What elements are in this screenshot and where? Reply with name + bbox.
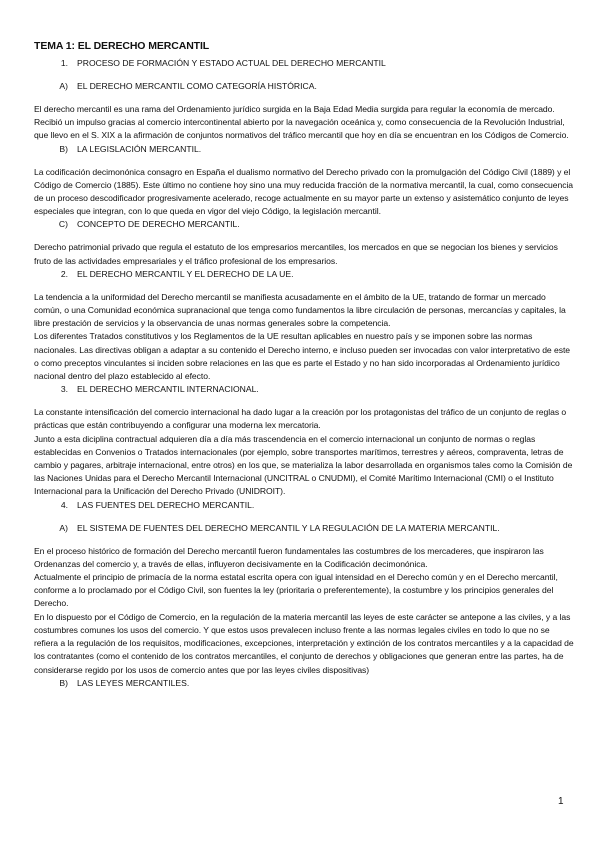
- section-title: PROCESO DE FORMACIÓN Y ESTADO ACTUAL DEL DERECHO MERCANTIL: [77, 58, 386, 68]
- paragraph: La constante intensificación del comercio internacional ha dado lugar a la creación por los protagonistas del tráfico de un conjunto de reglas o prácticas que están contribuyendo a configurar una moderna lex mercatoria.: [34, 407, 567, 431]
- page-number: 1: [558, 796, 564, 807]
- document-body: [34, 40, 574, 689]
- paragraph: El derecho mercantil es una rama del Ordenamiento jurídico surgida en la Baja Edad Media surgida para regular la economía de mercado. Recibió un impulso gracias al comercio intercontinental abierto por la navegación oceánica y, como consecuencia de la Revolución Industrial, que llevo en el S. XIX a la afirmación de conjuntos normativos del tráfico mercantil que hoy en día se encuentran en los Códigos de Comercio.: [34, 104, 569, 141]
- subsection-heading-1a: [34, 80, 574, 92]
- subsection-heading-4b: [34, 677, 574, 689]
- section-title: EL DERECHO MERCANTIL INTERNACIONAL.: [77, 384, 259, 395]
- subsection-heading-1b: [34, 143, 574, 155]
- subsection-title: EL SISTEMA DE FUENTES DEL DERECHO MERCANTIL Y LA REGULACIÓN DE LA MATERIA MERCANTIL.: [77, 522, 500, 533]
- section-number: 4.: [60, 499, 68, 510]
- paragraph: La codificación decimonónica consagro en España el dualismo normativo del Derecho privado con la promulgación del Código Civil (1889) y el Código de Comercio (1885). Este último no contiene hoy sino una muy reducida fracción de la normativa mercantil, la cual, como consecuencia de un proceso descodificador progresivamente acelerado, recoge actualmente en su mayor parte un extenso y asistemático conjunto de leyes especiales que integran, con lo que queda en vigor del viejo Código, la legislación mercantil.: [34, 166, 574, 217]
- paragraph: Junto a esta diciplina contractual adquieren día a día más trascendencia en el comercio internacional un conjunto de normas o reglas establecidas en Convenios o Tratados internacionales (por ejemplo, sobre transportes marítimos, terrestres y aéreos, compraventa, letras de cambio y pagares, arbitraje internacional, entre otros) en los que, se materializa la labor desarrollada en organismos tales como la Comisión de las Naciones Unidas para el Derecho Mercantil Internacional (UNCITRAL o CNUDMI), el Comité Marítimo Internacional (CMI) o el Instituto Internacional para la Unificación del Derecho Privado (UNIDROIT).: [34, 433, 573, 497]
- subsection-title: LAS LEYES MERCANTILES.: [77, 677, 190, 688]
- section-number: 1.: [60, 58, 68, 68]
- section-title: EL DERECHO MERCANTIL Y EL DERECHO DE LA UE.: [77, 268, 294, 279]
- subsection-title: CONCEPTO DE DERECHO MERCANTIL.: [77, 219, 240, 230]
- paragraph: Actualmente el principio de primacía de la norma estatal escrita opera con igual intensidad en el Derecho común y en el Derecho mercantil, conforme a lo proclamado por el Código Civil, son fuentes la ley (prioritaria o preferentemente), la costumbre y los principios generales del Derecho.: [34, 572, 558, 609]
- subsection-letter: A): [59, 522, 68, 533]
- paragraph: Derecho patrimonial privado que regula el estatuto de los empresarios mercantiles, los mercados en que se negocian los bienes y servicios fruto de las actividades empresariales y el tráfico profesional de los empresarios.: [34, 242, 558, 266]
- subsection-letter: C): [58, 219, 68, 230]
- subsection-letter: B): [59, 143, 68, 154]
- section-heading-2: [34, 268, 574, 280]
- document-title: TEMA 1: EL DERECHO MERCANTIL: [34, 40, 210, 52]
- section-heading-4: [34, 499, 574, 511]
- paragraph: La tendencia a la uniformidad del Derecho mercantil se manifiesta acusadamente en el ámbito de la UE, tratando de formar un mercado común, o una Comunidad económica supranacional que tenga como fundamentos la libre circulación de personas, mercancías y capitales, la libre prestación de servicios y la observancia de unas normas generales sobre la competencia.: [34, 291, 566, 329]
- subsection-title: EL DERECHO MERCANTIL COMO CATEGORÍA HISTÓRICA.: [77, 81, 317, 91]
- section-number: 2.: [60, 268, 68, 279]
- paragraph: En lo dispuesto por el Código de Comercio, en la regulación de la materia mercantil las leyes de este carácter se antepone a las civiles, y a las costumbres comunes los usos del comercio. Y que estos usos prevalecen incluso frente a las normas legales civiles en todo lo que no se refiera a la regulación de los requisitos, modificaciones, excepciones, interpretación y extinción de los contratos mercantiles y a la capacidad de los contratantes (como el contenido de los contratos mercantiles, el conjunto de derechos y obligaciones que generan entre las partes, ha de considerarse regido por los usos de comercio antes que por las leyes civiles dispositivas): [34, 611, 574, 675]
- section-heading-1: [34, 57, 574, 69]
- paragraph: Los diferentes Tratados constitutivos y los Reglamentos de la UE resultan aplicables en nuestro país y se imponen sobre las normas nacionales. Las directivas obligan a adaptar a su contenido el Derecho interno, e incluso pueden ser invocadas con valor interpretativo de este o como preceptos vinculantes si inciden sobre relaciones en las que es parte el Estado y no han sido incorporadas al Ordenamiento jurídico nacional dentro del plazo establecido al efecto.: [34, 331, 571, 382]
- subsection-heading-4a: [34, 522, 574, 534]
- paragraph: En el proceso histórico de formación del Derecho mercantil fueron fundamentales las costumbres de los mercaderes, que inspiraron las Ordenanzas del comercio y, a través de ellas, influyeron decisivamente en la Codificación decimonónica.: [34, 545, 544, 569]
- section-heading-3: [34, 383, 574, 395]
- subsection-letter: A): [59, 81, 68, 91]
- subsection-heading-1c: [34, 218, 574, 230]
- section-number: 3.: [60, 384, 68, 395]
- subsection-title: LA LEGISLACIÓN MERCANTIL.: [77, 143, 202, 154]
- subsection-letter: B): [59, 677, 68, 688]
- section-title: LAS FUENTES DEL DERECHO MERCANTIL.: [77, 499, 255, 510]
